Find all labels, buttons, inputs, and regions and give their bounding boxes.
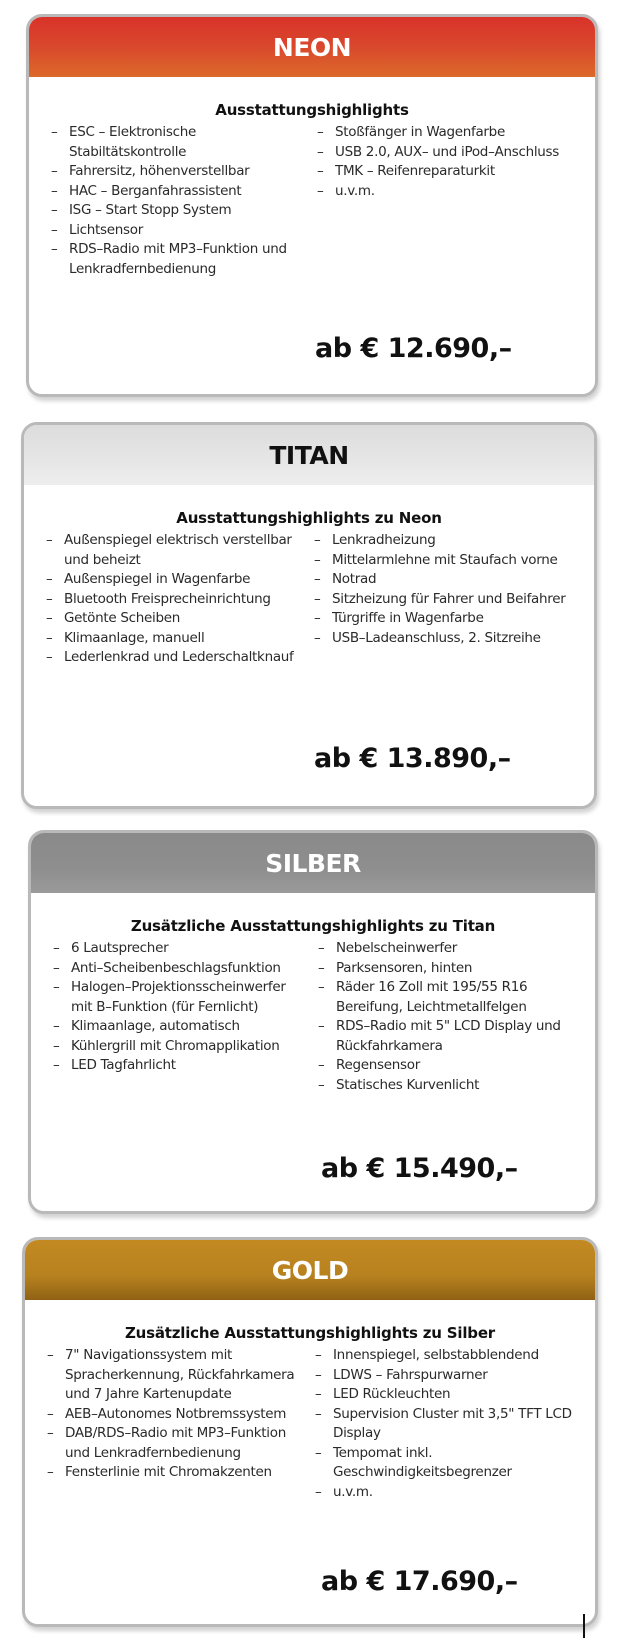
feature-item: – Außenspiegel elektrisch verstellbar und beheizt (44, 531, 306, 570)
feature-item: – Kühlergrill mit Chromapplikation (51, 1037, 310, 1057)
feature-item: – Fensterlinie mit Chromakzenten (45, 1463, 307, 1483)
feature-item: – TMK – Reifenreparaturkit (315, 162, 575, 182)
feature-item: – Lenkradheizung (312, 531, 574, 551)
trim-card-gold (22, 1237, 598, 1627)
trim-body-gold (25, 1324, 595, 1502)
feature-item: – LDWS – Fahrspurwarner (313, 1366, 575, 1386)
feature-item: – Räder 16 Zoll mit 195/55 R16 Bereifung, Leichtmetallfelgen (316, 978, 575, 1017)
trim-header-titan: TITAN (24, 425, 594, 485)
feature-item: – ISG – Start Stopp System (49, 201, 309, 221)
feature-item: – 7" Navigationssystem mit Spracherkennung, Rückfahrkamera und 7 Jahre Kartenupdate (45, 1346, 307, 1405)
feature-item: – Regensensor (316, 1056, 575, 1076)
trim-header-gold: GOLD (25, 1240, 595, 1300)
price-label: ab € 13.890,– (314, 743, 511, 774)
feature-item: – Fahrersitz, höhenverstellbar (49, 162, 309, 182)
feature-item: – RDS–Radio mit MP3–Funktion und Lenkradfernbedienung (49, 240, 309, 279)
trim-body-silber (31, 917, 595, 1095)
feature-item: – Innenspiegel, selbstabblendend (313, 1346, 575, 1366)
feature-item: – Lichtsensor (49, 221, 309, 241)
feature-item: – Türgriffe in Wagenfarbe (312, 609, 574, 629)
trim-card-silber (28, 830, 598, 1214)
feature-item: – Klimaanlage, automatisch (51, 1017, 310, 1037)
feature-item: – RDS–Radio mit 5" LCD Display und Rückfahrkamera (316, 1017, 575, 1056)
feature-item: – AEB–Autonomes Notbremssystem (45, 1405, 307, 1425)
feature-item: – Statisches Kurvenlicht (316, 1076, 575, 1096)
feature-item: – u.v.m. (313, 1483, 575, 1503)
feature-item: – Klimaanlage, manuell (44, 629, 306, 649)
feature-list-left (44, 531, 306, 668)
feature-item: – LED Tagfahrlicht (51, 1056, 310, 1076)
price-label: ab € 15.490,– (321, 1153, 518, 1184)
trim-body-neon (29, 101, 595, 279)
price-label: ab € 17.690,– (321, 1566, 518, 1597)
trim-header-neon: NEON (29, 17, 595, 77)
trim-card-neon (26, 14, 598, 397)
feature-list-right (312, 531, 574, 648)
feature-item: – DAB/RDS–Radio mit MP3–Funktion und Lenkradfernbedienung (45, 1424, 307, 1463)
feature-list-right (313, 1346, 575, 1502)
feature-item: – HAC – Berganfahrassistent (49, 182, 309, 202)
section-title: Ausstattungshighlights zu Neon (176, 509, 442, 527)
feature-item: – u.v.m. (315, 182, 575, 202)
feature-item: – USB 2.0, AUX– und iPod–Anschluss (315, 143, 575, 163)
feature-list-right (316, 939, 575, 1095)
text-cursor-mark (583, 1614, 585, 1638)
feature-item: – Lederlenkrad und Lederschaltknauf (44, 648, 306, 668)
feature-item: – 6 Lautsprecher (51, 939, 310, 959)
feature-item: – Halogen–Projektionsscheinwerfer mit B–Funktion (für Fernlicht) (51, 978, 310, 1017)
trim-card-titan (21, 422, 597, 809)
feature-item: – Getönte Scheiben (44, 609, 306, 629)
feature-item: – Bluetooth Freisprecheinrichtung (44, 590, 306, 610)
feature-list-right (315, 123, 575, 201)
feature-item: – Sitzheizung für Fahrer und Beifahrer (312, 590, 574, 610)
section-title: Zusätzliche Ausstattungshighlights zu Silber (124, 1324, 496, 1342)
feature-item: – USB–Ladeanschluss, 2. Sitzreihe (312, 629, 574, 649)
feature-item: – Stoßfänger in Wagenfarbe (315, 123, 575, 143)
feature-item: – Nebelscheinwerfer (316, 939, 575, 959)
feature-item: – Mittelarmlehne mit Staufach vorne (312, 551, 574, 571)
feature-item: – ESC – Elektronische Stabiltätskontrolle (49, 123, 309, 162)
feature-list-left (45, 1346, 307, 1483)
trim-header-silber: SILBER (31, 833, 595, 893)
section-title: Zusätzliche Ausstattungshighlights zu Titan (130, 917, 496, 935)
feature-list-left (51, 939, 310, 1076)
price-label: ab € 12.690,– (315, 333, 512, 364)
feature-item: – Anti–Scheibenbeschlagsfunktion (51, 959, 310, 979)
feature-item: – Tempomat inkl. Geschwindigkeitsbegrenzer (313, 1444, 575, 1483)
feature-item: – Notrad (312, 570, 574, 590)
feature-item: – Supervision Cluster mit 3,5" TFT LCD Display (313, 1405, 575, 1444)
trim-body-titan (24, 509, 594, 668)
feature-item: – LED Rückleuchten (313, 1385, 575, 1405)
section-title: Ausstattungshighlights (215, 101, 409, 119)
feature-list-left (49, 123, 309, 279)
feature-item: – Außenspiegel in Wagenfarbe (44, 570, 306, 590)
feature-item: – Parksensoren, hinten (316, 959, 575, 979)
